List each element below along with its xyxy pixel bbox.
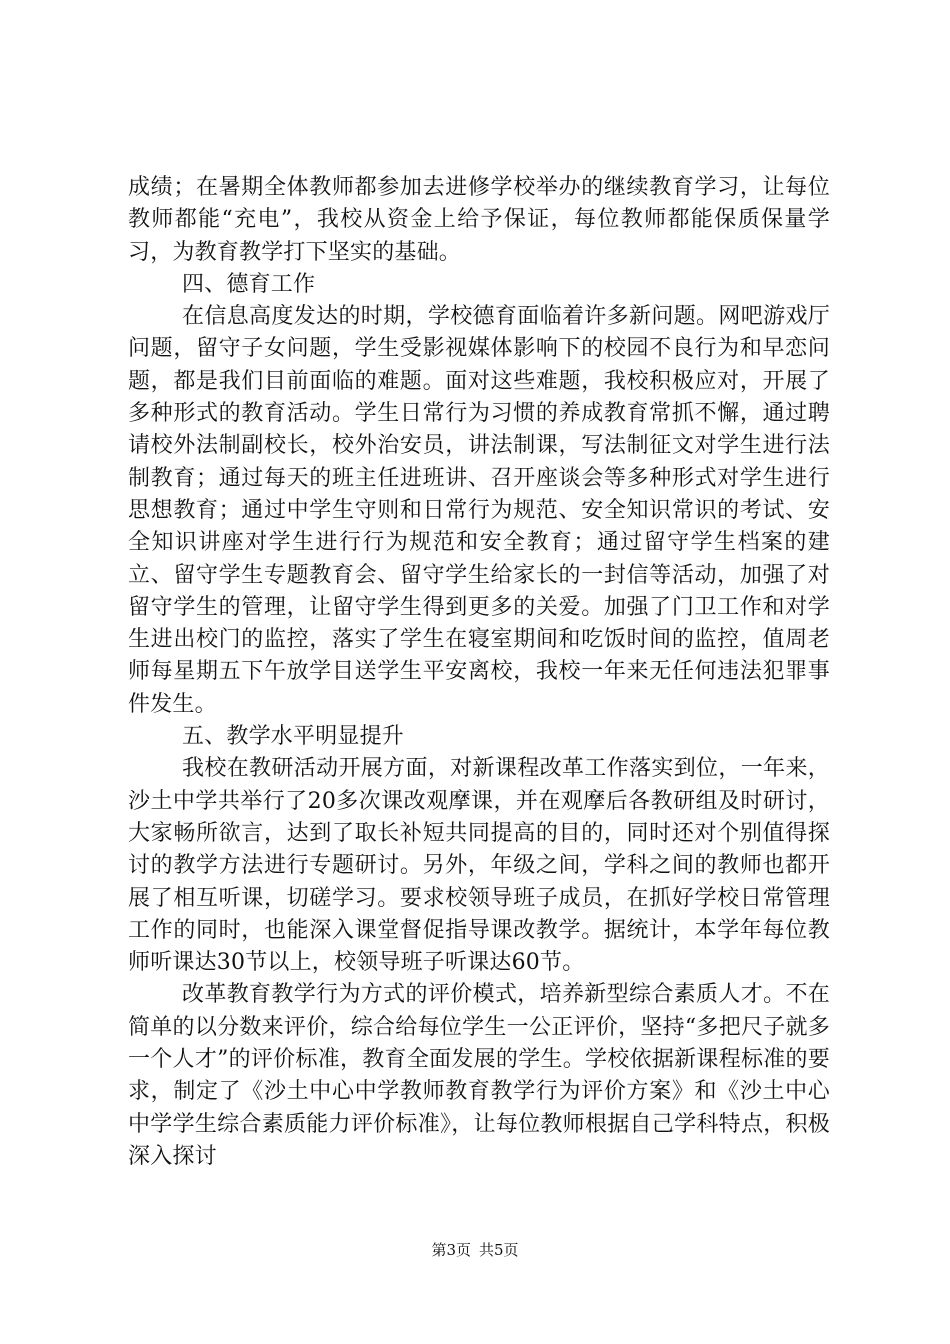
paragraph-moral-education: 在信息高度发达的时期，学校德育面临着许多新问题。网吧游戏厅问题，留守子女问题，学生受影视媒体影响下的校园不良行为和早恋问题，都是我们目前面临的难题。面对这些难题，我校积极应对，开展了多种形式的教育活动。学生日常行为习惯的养成教育常抓不懈，通过聘请校外法制副校长，校外治安员，讲法制课，写法制征文对学生进行法制教育；通过每天的班主任进班讲、召开座谈会等多种形式对学生进行思想教育；通过中学生守则和日常行为规范、安全知识常识的考试、安全知识讲座对学生进行行为规范和安全教育；通过留守学生档案的建立、留守学生专题教育会、留守学生给家长的一封信等活动，加强了对留守学生的管理，让留守学生得到更多的关爱。加强了门卫工作和对学生进出校门的监控，落实了学生在寝室期间和吃饭时间的监控，值周老师每星期五下午放学目送学生平安离校，我校一年来无任何违法犯罪事件发生。 (128, 304, 830, 717)
page-total: 共5页 (479, 1241, 519, 1259)
paragraph-evaluation-reform: 改革教育教学行为方式的评价模式，培养新型综合素质人才。不在简单的以分数来评价，综合给每位学生一公正评价，坚持“多把尺子就多一个人才”的评价标准，教育全面发展的学生。学校依据新课程标准的要求，制定了《沙土中心中学教师教育教学行为评价方案》和《沙土中心中学学生综合素质能力评价标准》，让每位教师根据自己学科特点，积极深入探讨 (128, 982, 830, 1169)
paragraph-teaching-research: 我校在教研活动开展方面，对新课程改革工作落实到位，一年来，沙土中学共举行了20多次课改观摩课，并在观摩后各教研组及时研讨，大家畅所欲言，达到了取长补短共同提高的目的，同时还对个别值得探讨的教学方法进行专题研讨。另外，年级之间，学科之间的教师也都开展了相互听课，切磋学习。要求校领导班子成员，在抓好学校日常管理工作的同时，也能深入课堂督促指导课改教学。据统计，本学年每位教师听课达30节以上，校领导班子听课达60节。 (128, 756, 830, 976)
document-body (128, 172, 830, 1173)
section-heading-moral-education: 四、德育工作 (182, 271, 316, 297)
paragraph-continuation: 成绩；在暑期全体教师都参加去进修学校举办的继续教育学习，让每位教师都能“充电”，我校从资金上给予保证，每位教师都能保质保量学习，为教育教学打下坚实的基础。 (128, 175, 830, 265)
page-number: 第3页 (431, 1241, 471, 1259)
section-heading-teaching-level: 五、教学水平明显提升 (182, 724, 405, 750)
page-footer (0, 1239, 950, 1260)
